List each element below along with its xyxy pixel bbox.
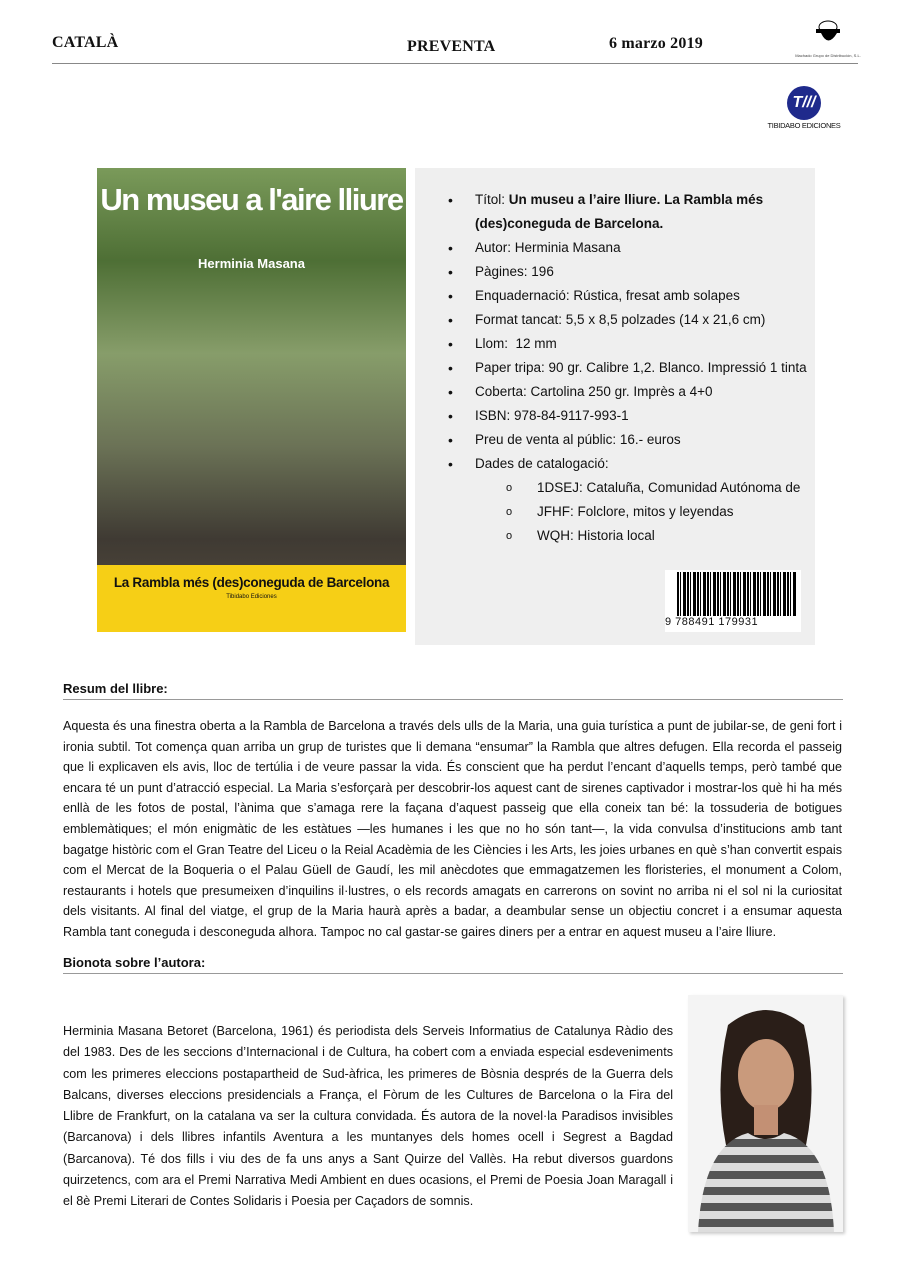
catalog-item: o 1DSEJ: Cataluña, Comunidad Autónoma de — [448, 476, 808, 500]
date-label: 6 marzo 2019 — [609, 35, 703, 52]
language-label: CATALÀ — [52, 34, 119, 51]
status-label: PREVENTA — [407, 38, 496, 55]
cover-title: Un museu a l'aire lliure — [100, 182, 403, 217]
detail-catalog: • Dades de catalogació: — [448, 452, 808, 476]
cover-author: Herminia Masana — [198, 256, 305, 271]
bio-heading: Bionota sobre l’autora: — [63, 955, 206, 970]
detail-format: • Format tancat: 5,5 x 8,5 polzades (14 x 21,6 cm) — [448, 308, 808, 332]
book-cover — [97, 168, 406, 632]
publisher-logo-text: TIBIDABO EDICIONES — [767, 121, 841, 130]
cover-publisher: Tibidabo Ediciones — [226, 594, 277, 600]
author-photo — [688, 995, 843, 1232]
details-list — [448, 188, 808, 548]
detail-paper: • Paper tripa: 90 gr. Calibre 1,2. Blanco. Impressió 1 tinta — [448, 356, 808, 380]
detail-isbn: • ISBN: 978-84-9117-993-1 — [448, 404, 808, 428]
detail-price: • Preu de venta al públic: 16.- euros — [448, 428, 808, 452]
cover-subtitle: La Rambla més (des)coneguda de Barcelona — [113, 575, 390, 590]
hat-man-icon — [811, 18, 845, 48]
distributor-logo-text: Machado Grupo de Distribución, S.L. — [795, 53, 861, 58]
publisher-logo — [756, 86, 852, 130]
tibidabo-logo-mark: T/// — [787, 86, 821, 120]
detail-spine: • Llom: 12 mm — [448, 332, 808, 356]
detail-binding: • Enquadernació: Rústica, fresat amb solapes — [448, 284, 808, 308]
detail-title: • Títol: Un museu a l’aire lliure. La Rambla més (des)coneguda de Barcelona. — [448, 188, 808, 236]
catalog-item: o JFHF: Folclore, mitos y leyendas — [448, 500, 808, 524]
barcode-bars — [677, 572, 797, 616]
detail-cover: • Coberta: Cartolina 250 gr. Imprès a 4+0 — [448, 380, 808, 404]
bio-divider — [63, 973, 843, 974]
summary-divider — [63, 699, 843, 700]
summary-heading: Resum del llibre: — [63, 681, 168, 696]
detail-author: • Autor: Herminia Masana — [448, 236, 808, 260]
summary-text: Aquesta és una finestra oberta a la Rambla de Barcelona a través dels ulls de la Maria, una guia turística a punt de jubilar-se, de geni fort i ironia subtil. Tot comença quan arriba un grup de turistes que li demana “ensumar” la Rambla que altres defugen. Ella recorda el passeig que li explicaven els avis, lloc de tertúlia i de veure passar la vida. És conscient que ha perdut l’encant d’aquells temps, però també que encara té un punt d’atracció especial. La Maria s’esforçarà per descobrir-los aquest cant de sirenes captivador i mostrar-los què hi ha més enllà de les fotos de postal, l’ànima que s’amaga rere la façana d’aquest passeig que ella coneix tan bé: la tossuderia de botigues emblemàtiques; el món enigmàtic de les estàtues —les humanes i les que no ho són tant—, la vida convulsa d’institucions amb tant bagatge històric com el Gran Teatre del Liceu o la Reial Acadèmia de les Ciències i les Arts, les joies urbanes en què s’han convertit espais com el Mercat de la Boqueria o el Palau Güell de Gaudí, les mil anècdotes que emmagatzemen les floristeries, el monument a Colom, restaurants i hotels que presumeixen d’inquilins il·lustres, o els records amagats en carrerons on sovint no arriba ni el sol ni la curiositat dels visitants. Al final del viatge, el grup de la Maria haurà après a badar, a deambular sense un objectiu concret i a ensumar aquesta Rambla tant coneguda i desconeguda alhora. Tampoc no cal gastar-se gaires diners per a entrar en aquest museu a l’aire lliure. — [63, 719, 842, 939]
catalog-item: o WQH: Historia local — [448, 524, 808, 548]
distributor-logo — [795, 18, 861, 58]
barcode-digits: 9 788491 179931 — [665, 616, 801, 628]
barcode — [665, 570, 801, 632]
header-divider — [52, 63, 858, 64]
bio-text: Herminia Masana Betoret (Barcelona, 1961) és periodista dels Serveis Informatius de Catalunya Ràdio des del 1983. Des de les seccions d’Internacional i de Cultura, ha cobert com a enviada especial esdeveniments com les primeres eleccions postapartheid de Sud-àfrica, les primeres de Bòsnia després de la Guerra dels Balcans, diverses eleccions presidencials a França, el Fòrum de les Cultures de Barcelona o la Fira del Llibre de Frankfurt, on la catalana va ser la cultura convidada. És autora de la novel·la Paradisos invisibles (Barcanova) i dels llibres infantils Aventura a les muntanyes dels homes ocell i Segrest a Bagdad (Barcanova). Té dos fills i viu des de fa uns anys a Sant Quirze del Vallès. Ha rebut diversos guardons quirzetencs, com ara el Premi Narrativa Medi Ambient en dues ocasions, el Premi de Poesia Joan Maragall i el 8è Premi Literari de Contes Solidaris i Poesia per Caçadors de somnis. — [63, 1024, 673, 1209]
detail-pages: • Pàgines: 196 — [448, 260, 808, 284]
cover-band — [97, 565, 406, 632]
